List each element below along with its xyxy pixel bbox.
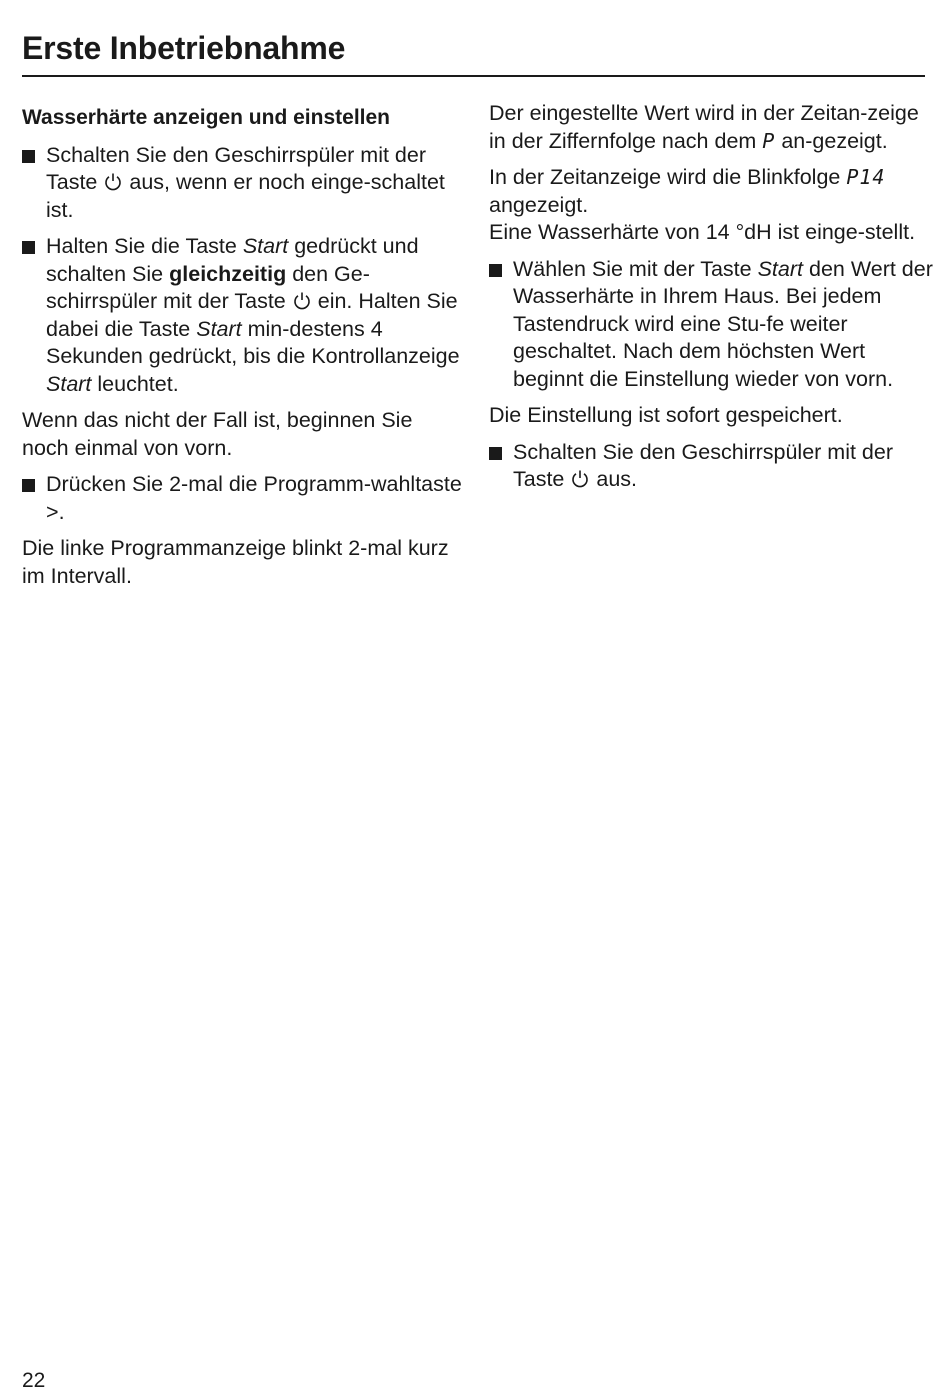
bullet-text: aus, wenn er noch einge-schaltet ist. bbox=[46, 170, 445, 222]
page-number: 22 bbox=[22, 1369, 46, 1392]
paragraph-text: angezeigt. bbox=[489, 192, 589, 217]
bullet-text: min-destens 4 Sekunden gedrückt, bis die Kontrollanzeige bbox=[46, 316, 460, 368]
right-column bbox=[489, 100, 934, 503]
bullet-square-icon bbox=[22, 241, 35, 254]
page-title: Erste Inbetriebnahme bbox=[22, 30, 346, 66]
start-key-label: Start bbox=[46, 371, 92, 396]
paragraph: Die Einstellung ist sofort gespeichert. bbox=[489, 403, 843, 427]
bullet-text: aus. bbox=[596, 467, 637, 491]
paragraph: Die linke Programmanzeige blinkt 2-mal kurz im Intervall. bbox=[22, 536, 449, 588]
bullet-item-select-hardness bbox=[489, 256, 934, 394]
power-icon bbox=[103, 172, 123, 192]
paragraph: Eine Wasserhärte von 14 °dH ist einge-stellt. bbox=[489, 220, 916, 244]
section-heading: Wasserhärte anzeigen und einstellen bbox=[22, 106, 390, 129]
paragraph bbox=[489, 100, 934, 155]
bullet-item-hold-start bbox=[22, 233, 462, 398]
bullet-text: leuchtet. bbox=[97, 371, 179, 396]
start-key-label: Start bbox=[242, 234, 289, 258]
bullet-square-icon bbox=[22, 150, 35, 163]
bullet-text: Drücken Sie 2-mal die Programm-wahltaste bbox=[46, 472, 462, 496]
bullet-square-icon bbox=[489, 264, 502, 277]
paragraph: Wenn das nicht der Fall ist, beginnen Sie noch einmal von vorn. bbox=[22, 408, 413, 460]
bullet-item-switch-off bbox=[22, 142, 462, 225]
display-segment-text: P14 bbox=[846, 165, 886, 189]
bullet-text: den Ge-schirrspüler mit der Taste bbox=[46, 261, 370, 313]
bullet-item-switch-off-final bbox=[489, 439, 934, 494]
bullet-item-program-key bbox=[22, 471, 462, 526]
left-column bbox=[22, 100, 462, 599]
paragraph-text: In der Zeitanzeige wird die Blinkfolge bbox=[489, 165, 841, 189]
paragraph bbox=[489, 164, 934, 219]
power-icon bbox=[570, 469, 590, 489]
bullet-square-icon bbox=[22, 479, 35, 492]
bullet-text: Schalten Sie den Geschirrspüler mit der Taste bbox=[513, 439, 894, 491]
bullet-square-icon bbox=[489, 447, 502, 460]
bullet-text: den Wert der Wasserhärte in Ihrem Haus. Bei jedem Tastendruck wird eine Stu-fe weiter geschaltet. Nach dem höchsten Wert beginnt die Einstellung wieder von vorn. bbox=[513, 256, 933, 391]
bullet-text: ein. Halten Sie dabei die Taste bbox=[46, 289, 458, 341]
bullet-text: . bbox=[58, 499, 65, 524]
bullet-text: Schalten Sie den Geschirrspüler mit der Taste bbox=[46, 142, 427, 194]
chevron-right-icon: > bbox=[46, 499, 59, 524]
bullet-text: Wählen Sie mit der Taste bbox=[513, 256, 752, 281]
title-divider bbox=[22, 75, 925, 77]
start-key-label: Start bbox=[757, 256, 803, 281]
bullet-text: gedrückt und schalten Sie bbox=[46, 234, 419, 286]
power-icon bbox=[292, 291, 312, 311]
display-segment-text: P bbox=[762, 128, 776, 153]
paragraph-text: Der eingestellte Wert wird in der Zeitan-zeige in der Ziffernfolge nach dem bbox=[489, 101, 919, 153]
paragraph-text: an-gezeigt. bbox=[781, 128, 888, 153]
bullet-text: Halten Sie die Taste bbox=[46, 234, 237, 258]
start-key-label: Start bbox=[196, 316, 242, 341]
emphasis-text: gleichzeitig bbox=[169, 261, 287, 286]
